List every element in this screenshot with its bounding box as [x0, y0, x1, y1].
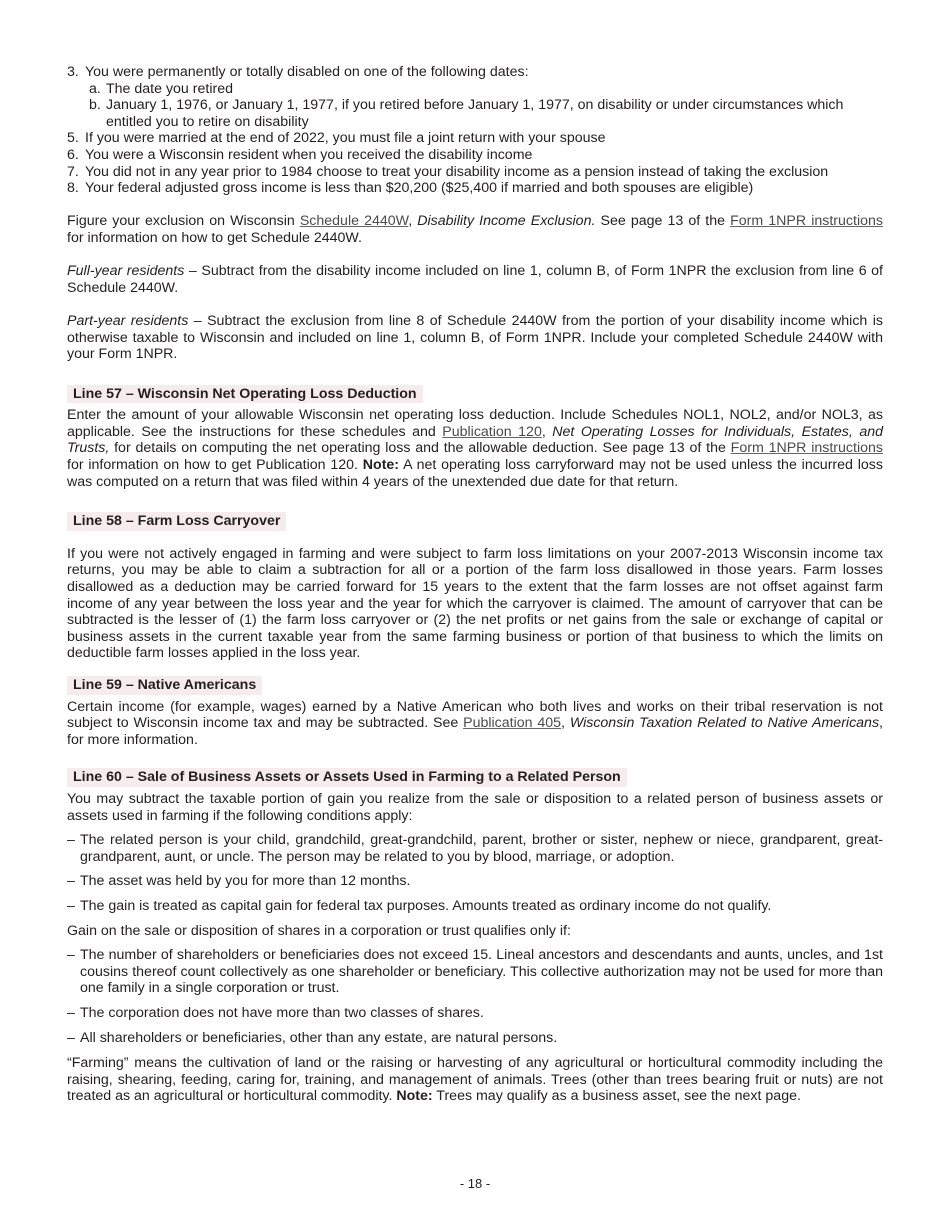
farming-definition-paragraph: “Farming” means the cultivation of land or the raising or harvesting of any agricultural or horticultural commodity including the raising, shearing, feeding, caring for, training, and management of animals. Trees (other than trees bearing fruit or nuts) are not treated as an agricultural or horticultural commodity. Note: Trees may qualify as a business asset, see the next page.	[67, 1055, 883, 1105]
bullet-item	[67, 1030, 883, 1047]
line60-intro: You may subtract the taxable portion of gain you realize from the sale or disposition to a related person of business assets or assets used in farming if the following conditions apply:	[67, 790, 883, 824]
list-item	[67, 180, 883, 197]
bullet-text: The related person is your child, grandchild, great-grandchild, parent, brother or sister, nephew or niece, grandparent, great-grandparent, aunt, or uncle. The person may be related to you by blood, marriage, or adoption.	[80, 832, 883, 865]
line59-paragraph: Certain income (for example, wages) earned by a Native American who both lives and works on their tribal reservation is not subject to Wisconsin income tax and may be subtracted. See Publication 405, Wisconsin Taxation Related to Native Americans, for more information.	[67, 698, 883, 748]
bullet-text: The gain is treated as capital gain for federal tax purposes. Amounts treated as ordinary income do not qualify.	[80, 897, 772, 914]
item-number: a.	[89, 80, 101, 97]
sub-list-item	[67, 81, 883, 98]
item-number: 3.	[67, 64, 79, 80]
figure-exclusion-paragraph: Figure your exclusion on Wisconsin Schedule 2440W, Disability Income Exclusion. See page 13 of the Form 1NPR instructions for information on how to get Schedule 2440W.	[67, 213, 883, 246]
form-1npr-instructions-link[interactable]: Form 1NPR instructions	[730, 440, 883, 457]
dash-bullet: –	[67, 897, 75, 914]
dash-bullet: –	[67, 873, 75, 890]
bullet-text: The corporation does not have more than two classes of shares.	[80, 1004, 484, 1021]
dash-bullet: –	[67, 1029, 75, 1046]
line58-heading: Line 58 – Farm Loss Carryover	[67, 512, 286, 531]
item-text: January 1, 1976, or January 1, 1977, if you retired before January 1, 1977, on disability or under circumstances which entitled you to retire on disability	[106, 97, 844, 130]
item-number: b.	[89, 97, 101, 114]
item-text: You were permanently or totally disabled on one of the following dates:	[85, 64, 529, 80]
list-item	[67, 164, 883, 181]
list-item	[67, 147, 883, 164]
publication-405-link[interactable]: Publication 405	[463, 715, 562, 732]
page-content	[67, 64, 883, 1105]
item-text: You were a Wisconsin resident when you received the disability income	[85, 146, 533, 163]
dash-bullet: –	[67, 1004, 75, 1021]
bullet-item	[67, 873, 883, 890]
list-item	[67, 64, 883, 81]
part-year-paragraph: Part-year residents – Subtract the exclusion from line 8 of Schedule 2440W from the portion of your disability income which is otherwise taxable to Wisconsin and included on line 1, column B, of Form 1NPR. Include your completed Schedule 2440W with your Form 1NPR.	[67, 312, 883, 363]
form-1npr-instructions-link[interactable]: Form 1NPR instructions	[730, 213, 883, 230]
item-text: Your federal adjusted gross income is less than $20,200 ($25,400 if married and both spouses are eligible)	[85, 180, 754, 197]
schedule-2440w-link[interactable]: Schedule 2440W	[299, 213, 409, 230]
item-number: 8.	[67, 180, 79, 197]
item-text: If you were married at the end of 2022, you must file a joint return with your spouse	[85, 130, 606, 147]
item-number: 7.	[67, 163, 79, 180]
bullet-text: All shareholders or beneficiaries, other than any estate, are natural persons.	[80, 1029, 558, 1046]
shares-intro: Gain on the sale or disposition of shares in a corporation or trust qualifies only if:	[67, 922, 571, 939]
sub-list-item	[67, 97, 883, 130]
line59-heading: Line 59 – Native Americans	[67, 676, 262, 695]
bullet-item	[67, 898, 883, 915]
item-number: 5.	[67, 130, 79, 147]
full-year-paragraph: Full-year residents – Subtract from the disability income included on line 1, column B, of Form 1NPR the exclusion from line 6 of Schedule 2440W.	[67, 263, 883, 296]
publication-120-link[interactable]: Publication 120	[442, 423, 542, 440]
dash-bullet: –	[67, 832, 75, 849]
list-item	[67, 130, 883, 147]
bullet-text: The number of shareholders or beneficiaries does not exceed 15. Lineal ancestors and descendants and aunts, uncles, and 1st cousins thereof count collectively as one shareholder or beneficiary. This collective authorization may not be used for more than one family in a single corporation or trust.	[80, 947, 883, 997]
bullet-item	[67, 947, 883, 997]
bullet-text: The asset was held by you for more than 12 months.	[80, 873, 411, 890]
item-number: 6.	[67, 146, 79, 163]
dash-bullet: –	[67, 947, 75, 964]
line57-heading: Line 57 – Wisconsin Net Operating Loss Deduction	[67, 385, 423, 404]
bullet-item	[67, 832, 883, 865]
bullet-item	[67, 1005, 883, 1022]
line58-paragraph: If you were not actively engaged in farming and were subject to farm loss limitations on your 2007-2013 Wisconsin income tax returns, you may be able to claim a subtraction for all or a portion of the farm loss disallowed in those years. Farm losses disallowed as a deduction may be carried forward for 15 years to the extent that the farm losses are not offset against farm income of any year between the loss year and the year for which the carryover is claimed. The amount of carryover that can be subtracted is the lesser of (1) the farm loss carryover or (2) the net profits or net gains from the sale or exchange of capital or business assets in the current taxable year from the same farming business or portion of that business to which the limits on deductible farm losses applied in the loss year.	[67, 545, 883, 662]
item-text: The date you retired	[106, 80, 233, 97]
item-text: You did not in any year prior to 1984 choose to treat your disability income as a pension instead of taking the exclusion	[85, 163, 829, 180]
line60-heading: Line 60 – Sale of Business Assets or Assets Used in Farming to a Related Person	[67, 768, 627, 787]
line57-paragraph: Enter the amount of your allowable Wisconsin net operating loss deduction. Include Schedules NOL1, NOL2, and/or NOL3, as applicable. See the instructions for these schedules and Publication 120, Net Operating Losses for Individuals, Estates, and Trusts, for details on computing the net operating loss and the allowable deduction. See page 13 of the Form 1NPR instructions for information on how to get Publication 120. Note: A net operating loss carryforward may not be used unless the incurred loss was computed on a return that was filed within 4 years of the unextended due date for that return.	[67, 407, 883, 490]
page-number: - 18 -	[459, 1176, 491, 1191]
